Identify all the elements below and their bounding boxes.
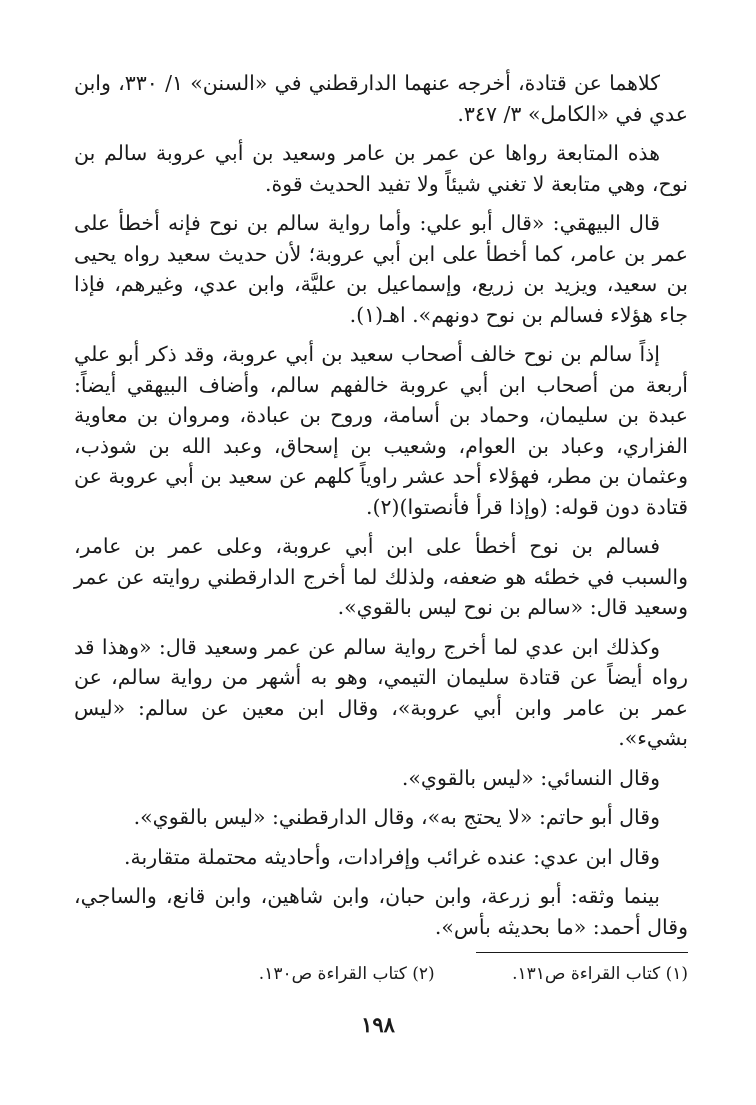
footnotes: [74, 962, 688, 986]
paragraph-5: فسالم بن نوح أخطأ على ابن أبي عروبة، وعلى عمر بن عامر، والسبب في خطئه هو ضعفه، ولذلك لما أخرج الدارقطني روايته عن عمر وسعيد قال: «سالم بن نوح ليس بالقوي».: [74, 534, 688, 619]
paragraph-9: وقال ابن عدي: عنده غرائب وإفرادات، وأحاديثه محتملة متقاربة.: [124, 844, 660, 869]
paragraph-10: بينما وثقه: أبو زرعة، وابن حبان، وابن شاهين، وابن قانع، والساجي، وقال أحمد: «ما بحديثه بأس».: [74, 884, 688, 939]
paragraph-4: إذاً سالم بن نوح خالف أصحاب سعيد بن أبي عروبة، وقد ذكر أبو علي أربعة من أصحاب ابن أبي عروبة خالفهم سالم، وأضاف البيهقي أيضاً: عبدة بن سليمان، وحماد بن أسامة، وروح بن عبادة، ومروان بن معاوية الفزاري، وعباد بن العوام، وشعيب بن إسحاق، وعبد الله بن شوذب، وعثمان بن مطر، فهؤلاء أحد عشر راوياً كلهم عن سعيد بن أبي عروبة عن قتادة دون قوله: (وإذا قرأ فأنصتوا)(٢).: [74, 342, 688, 519]
paragraph-3: قال البيهقي: «قال أبو علي: وأما رواية سالم بن نوح فإنه أخطأ على عمر بن عامر، كما أخطأ على ابن أبي عروبة؛ لأن حديث سعيد رواه يحيى بن سعيد، ويزيد بن زريع، وإسماعيل بن عليَّة، وابن عدي، وغيرهم، فإذا جاء هؤلاء فسالم بن نوح دونهم». اهـ(١).: [74, 211, 688, 327]
body-text: [74, 68, 688, 951]
footnote-1: (١) كتاب القراءة ص١٣١.: [512, 964, 688, 984]
paragraph-7: وقال النسائي: «ليس بالقوي».: [401, 765, 660, 790]
paragraph-2: هذه المتابعة رواها عن عمر بن عامر وسعيد بن أبي عروبة سالم بن نوح، وهي متابعة لا تغني شيئاً ولا تفيد الحديث قوة.: [74, 141, 688, 196]
paragraph-8: وقال أبو حاتم: «لا يحتج به»، وقال الدارقطني: «ليس بالقوي».: [133, 805, 660, 829]
footnote-2: (٢) كتاب القراءة ص١٣٠.: [258, 964, 435, 984]
paragraph-1: كلاهما عن قتادة، أخرجه عنهما الدارقطني في «السنن» ١/ ٣٣٠، وابن عدي في «الكامل» ٣/ ٣٤٧.: [74, 71, 688, 126]
paragraph-6: وكذلك ابن عدي لما أخرج رواية سالم عن عمر وسعيد قال: «وهذا قد رواه أيضاً عن قتادة سليمان التيمي، وهو به أشهر من رواية سالم، عن عمر بن عامر وابن أبي عروبة»، وقال ابن معين عن سالم: «ليس بشيء».: [74, 634, 688, 750]
footnote-divider: [476, 952, 688, 953]
page-number: ١٩٨: [361, 1012, 395, 1037]
